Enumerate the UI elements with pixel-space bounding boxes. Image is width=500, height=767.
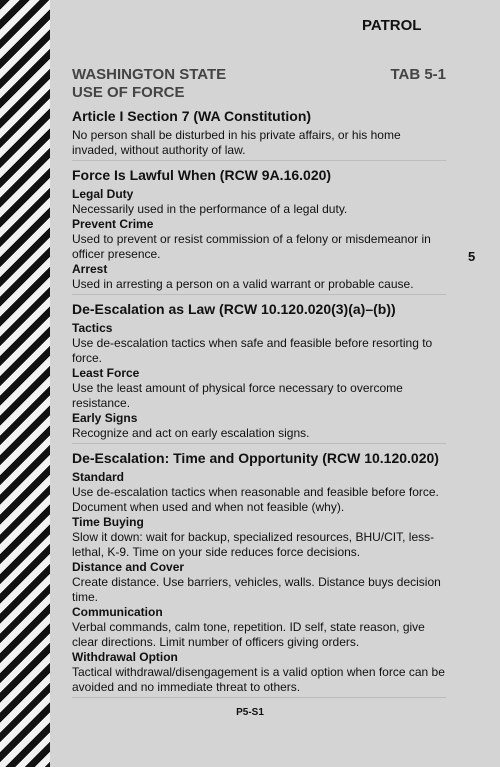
section-heading: De-Escalation as Law (RCW 10.120.020(3)(a)–(b))	[72, 301, 396, 317]
item-text: No person shall be disturbed in his private affairs, or his home invaded, without authority of law.	[72, 128, 401, 157]
side-tab-number: 5	[468, 249, 476, 264]
section-heading: De-Escalation: Time and Opportunity (RCW 10.120.020)	[72, 450, 439, 466]
section	[72, 108, 446, 161]
item-label: Legal Duty	[72, 187, 134, 201]
item-text: Slow it down: wait for backup, specialized resources, BHU/CIT, less-lethal, K-9. Time on your side reduces force decisions.	[72, 530, 435, 559]
header-label: PATROL	[362, 17, 422, 34]
page-title-line2: USE OF FORCE	[72, 84, 185, 101]
page-title	[72, 66, 226, 102]
item-label: Time Buying	[72, 515, 144, 529]
item-text: Use de-escalation tactics when reasonable and feasible before force. Document when used and when not feasible (why).	[72, 485, 439, 514]
item-text: Use de-escalation tactics when safe and feasible before resorting to force.	[72, 336, 433, 365]
item-text: Verbal commands, calm tone, repetition. ID self, state reason, give clear directions. Limit number of officers giving orders.	[72, 620, 425, 649]
item-text: Used to prevent or resist commission of a felony or misdemeanor in officer presence.	[72, 232, 431, 261]
item-text: Create distance. Use barriers, vehicles, walls. Distance buys decision time.	[72, 575, 441, 604]
tab-number: TAB 5-1	[390, 66, 446, 83]
item-text: Used in arresting a person on a valid warrant or probable cause.	[72, 277, 414, 291]
item-label: Early Signs	[72, 411, 138, 425]
item-label: Withdrawal Option	[72, 650, 178, 664]
sections-container	[72, 108, 446, 698]
section-heading: Force Is Lawful When (RCW 9A.16.020)	[72, 167, 332, 183]
item-text: Use the least amount of physical force necessary to overcome resistance.	[72, 381, 403, 410]
section	[72, 301, 446, 444]
item-text: Tactical withdrawal/disengagement is a valid option when force can be avoided and no immediate threat to others.	[72, 665, 445, 694]
item-text: Necessarily used in the performance of a legal duty.	[72, 202, 348, 216]
page-footer: P5-S1	[236, 707, 264, 718]
item-text: Recognize and act on early escalation signs.	[72, 426, 310, 440]
section-heading: Article I Section 7 (WA Constitution)	[72, 108, 312, 124]
item-label: Tactics	[72, 321, 113, 335]
title-block	[72, 66, 446, 102]
item-label: Least Force	[72, 366, 140, 380]
item-label: Standard	[72, 470, 125, 484]
item-label: Arrest	[72, 262, 108, 276]
striped-edge-band	[0, 0, 50, 767]
section	[72, 167, 446, 295]
section	[72, 450, 446, 698]
item-label: Distance and Cover	[72, 560, 185, 574]
page-title-line1: WASHINGTON STATE	[72, 66, 227, 83]
item-label: Communication	[72, 605, 163, 619]
item-label: Prevent Crime	[72, 217, 154, 231]
page-content	[72, 66, 446, 698]
